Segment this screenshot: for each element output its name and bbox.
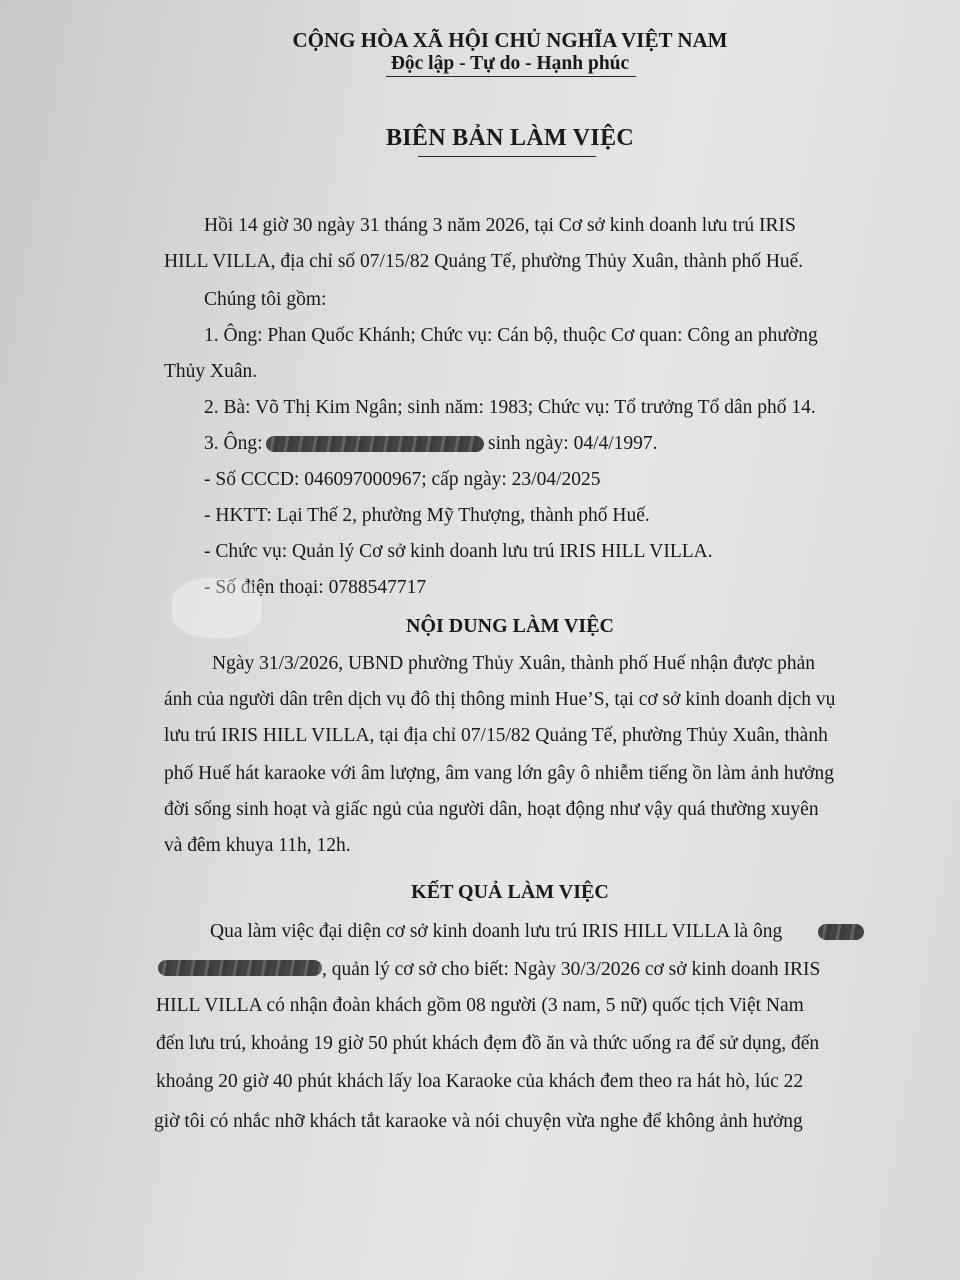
country-heading: CỘNG HÒA XÃ HỘI CHỦ NGHĨA VIỆT NAM [292,28,728,52]
result-line-6: giờ tôi có nhắc nhỡ khách tắt karaoke và nói chuyện vừa nghe để không ảnh hưởng [154,1111,803,1132]
hktt-line: - HKTT: Lại Thế 2, phường Mỹ Thượng, thành phố Huế. [204,505,650,526]
content-line-1: Ngày 31/3/2026, UBND phường Thủy Xuân, thành phố Huế nhận được phản [212,653,816,674]
result-line-5: khoảng 20 giờ 40 phút khách lấy loa Karaoke của khách đem theo ra hát hò, lúc 22 [156,1071,804,1092]
redacted-name-2b [158,960,322,976]
motto-heading: Độc lập - Tự do - Hạnh phúc [390,53,630,74]
position-line: - Chức vụ: Quản lý Cơ sở kinh doanh lưu trú IRIS HILL VILLA. [204,541,713,562]
content-line-6: và đêm khuya 11h, 12h. [164,835,351,856]
participant-2: 2. Bà: Võ Thị Kim Ngân; sinh năm: 1983; Chức vụ: Tổ trưởng Tổ dân phố 14. [204,397,816,418]
participant-1-line-2: Thủy Xuân. [164,361,258,382]
participant-3-suffix: sinh ngày: 04/4/1997. [488,433,658,454]
result-line-4: đến lưu trú, khoảng 19 giờ 50 phút khách đẹm đồ ăn và thức uống ra để sử dụng, đến [156,1033,820,1054]
intro-line-2: HILL VILLA, địa chỉ số 07/15/82 Quảng Tế, phường Thủy Xuân, thành phố Huế. [164,251,804,272]
cccd-line: - Số CCCD: 046097000967; cấp ngày: 23/04/2025 [204,469,601,490]
phone-line: - Số điện thoại: 0788547717 [204,577,427,598]
participant-3-prefix: 3. Ông: [204,433,263,454]
content-heading: NỘI DUNG LÀM VIỆC [406,615,614,637]
participant-1-line-1: 1. Ông: Phan Quốc Khánh; Chức vụ: Cán bộ, thuộc Cơ quan: Công an phường [204,325,818,346]
redacted-name-1 [266,436,484,452]
content-line-3: lưu trú IRIS HILL VILLA, tại địa chỉ 07/15/82 Quảng Tế, phường Thủy Xuân, thành [164,725,828,746]
document-title: BIÊN BẢN LÀM VIỆC [385,125,635,151]
redacted-name-2a [818,924,864,940]
motto-underline [386,76,636,77]
content-line-5: đời sống sinh hoạt và giấc ngủ của người dân, hoạt động như vậy quá thường xuyên [164,799,819,820]
content-line-4: phố Huế hát karaoke với âm lượng, âm vang lớn gây ô nhiễm tiếng ồn làm ảnh hưởng [164,763,834,784]
content-line-2: ánh của người dân trên dịch vụ đô thị thông minh Hue’S, tại cơ sở kinh doanh dịch vụ [164,689,836,710]
result-line-2: , quản lý cơ sở cho biết: Ngày 30/3/2026 cơ sở kinh doanh IRIS [322,959,821,980]
result-line-1: Qua làm việc đại diện cơ sở kinh doanh lưu trú IRIS HILL VILLA là ông [210,921,783,942]
intro-line-1: Hồi 14 giờ 30 ngày 31 tháng 3 năm 2026, tại Cơ sở kinh doanh lưu trú IRIS [204,215,796,236]
title-underline [418,156,596,157]
result-line-3: HILL VILLA có nhận đoàn khách gồm 08 người (3 nam, 5 nữ) quốc tịch Việt Nam [156,995,804,1016]
participants-lead: Chúng tôi gồm: [204,289,327,310]
result-heading: KẾT QUẢ LÀM VIỆC [411,881,609,903]
